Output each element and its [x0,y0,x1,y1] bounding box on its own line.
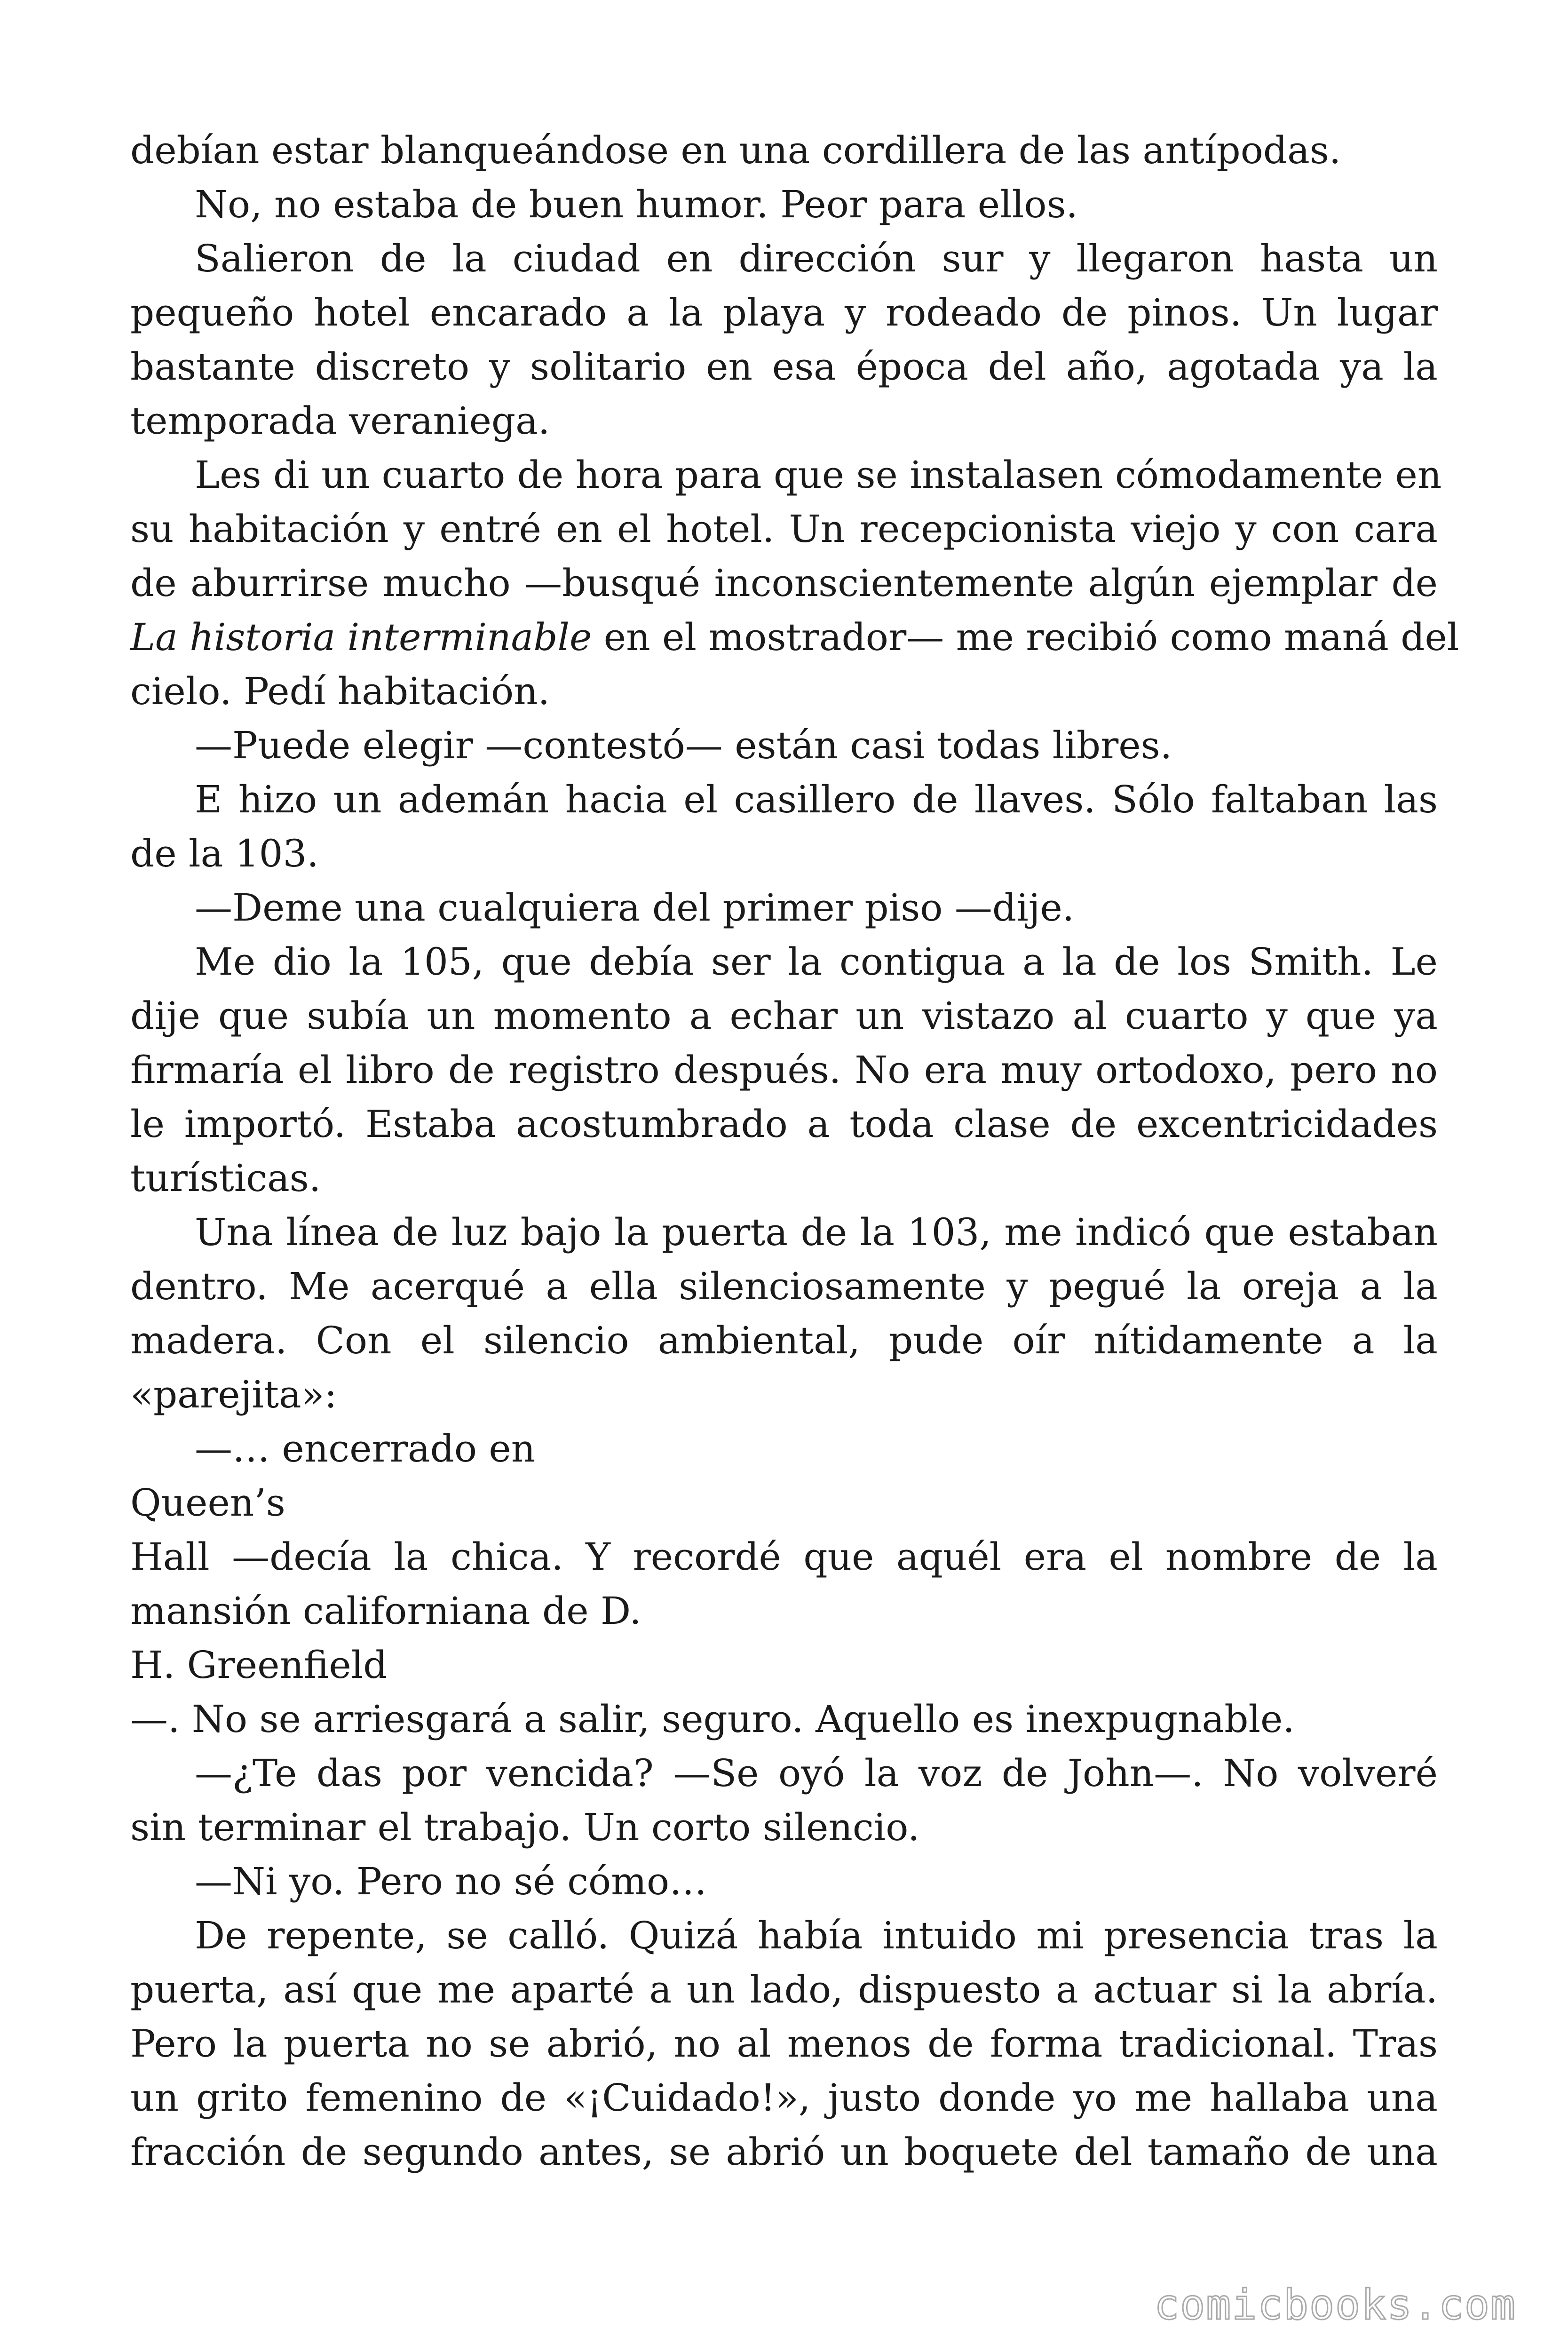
text-line [130,1530,1438,1584]
text-line [130,231,1438,286]
text-line [130,1746,1438,1800]
text-line [130,772,1438,826]
text-line [130,1043,1438,1097]
line-text: Queen’s [130,1481,285,1525]
text-line [130,664,1438,718]
text-line [130,502,1438,556]
text-line [130,340,1438,394]
line-text: dentro. Me acerqué a ella silenciosamente y pegué la oreja a la [130,1264,1438,1308]
line-text: su habitación y entré en el hotel. Un recepcionista viejo y con cara [130,507,1438,551]
text-line [130,881,1438,935]
line-text: Una línea de luz bajo la puerta de la 103, me indicó que estaban [195,1210,1438,1254]
text-line [130,2125,1438,2179]
text-line [130,989,1438,1043]
text-line [130,286,1438,340]
text-line [130,177,1438,231]
text-line [130,1584,1438,1638]
text-line [130,1854,1438,1908]
line-text: de la 103. [130,832,319,875]
text-line [130,1097,1438,1151]
line-text: E hizo un ademán hacia el casillero de llaves. Sólo faltaban las [195,778,1438,821]
line-text: fracción de segundo antes, se abrió un boquete del tamaño de una [130,2130,1438,2174]
line-text: turísticas. [130,1156,321,1200]
text-line [130,1476,1438,1530]
line-text: Salieron de la ciudad en dirección sur y llegaron hasta un [195,237,1438,280]
text-line [130,1151,1438,1205]
line-text: bastante discreto y solitario en esa época del año, agotada ya la [130,345,1438,389]
line-text: H. Greenfield [130,1643,388,1687]
line-text: temporada veraniega. [130,399,550,443]
book-title-italic: La historia interminable [130,615,592,659]
watermark-logo: comicbooks.com [1154,2280,1516,2329]
text-line [130,1692,1438,1746]
line-text: —… encerrado en [195,1427,536,1470]
text-line [130,1205,1438,1259]
text-line [130,1800,1438,1854]
text-line [130,1422,1438,1476]
line-text: debían estar blanqueándose en una cordillera de las antípodas. [130,128,1341,172]
line-text: —¿Te das por vencida? —Se oyó la voz de John—. No volveré [195,1751,1438,1795]
line-text: mansión californiana de D. [130,1589,641,1633]
line-text: «parejita»: [130,1373,337,1416]
line-text: firmaría el libro de registro después. No era muy ortodoxo, pero no [130,1048,1438,1092]
text-line [130,394,1438,448]
line-text: —Ni yo. Pero no sé cómo… [195,1859,707,1903]
line-text: —. No se arriesgará a salir, seguro. Aquello es inexpugnable. [130,1697,1295,1741]
line-text: Les di un cuarto de hora para que se instalasen cómodamente en [195,453,1442,497]
line-text: pequeño hotel encarado a la playa y rodeado de pinos. Un lugar [130,291,1438,334]
line-text: Hall —decía la chica. Y recordé que aquél era el nombre de la [130,1535,1438,1579]
line-text: de aburrirse mucho —busqué inconscientemente algún ejemplar de [130,561,1438,605]
text-line [130,1313,1438,1367]
line-text: Me dio la 105, que debía ser la contigua a la de los Smith. Le [195,940,1438,984]
text-line [130,448,1442,502]
text-line [130,556,1438,610]
text-line [130,2071,1438,2125]
body-text [130,123,1459,2179]
line-text: —Deme una cualquiera del primer piso —dije. [195,886,1075,930]
line-text: cielo. Pedí habitación. [130,669,550,713]
text-line [130,935,1438,989]
line-text: sin terminar el trabajo. Un corto silencio. [130,1805,920,1849]
text-line [130,718,1438,772]
line-text: le importó. Estaba acostumbrado a toda clase de excentricidades [130,1102,1438,1146]
line-text: un grito femenino de «¡Cuidado!», justo donde yo me hallaba una [130,2076,1438,2120]
line-text: De repente, se calló. Quizá había intuido mi presencia tras la [195,1914,1438,1957]
line-text: No, no estaba de buen humor. Peor para ellos. [195,183,1078,226]
line-text: —Puede elegir —contestó— están casi todas libres. [195,723,1172,767]
text-line [130,2017,1438,2071]
text-line [130,610,1459,664]
line-text: dije que subía un momento a echar un vistazo al cuarto y que ya [130,994,1438,1038]
text-line [130,123,1438,177]
text-line [130,826,1438,881]
line-text: puerta, así que me aparté a un lado, dispuesto a actuar si la abría. [130,1968,1438,2011]
line-text: en el mostrador— me recibió como maná del [592,615,1459,659]
text-line [130,1367,1438,1422]
text-line [130,1638,1438,1692]
text-line [130,1259,1438,1313]
line-text: Pero la puerta no se abrió, no al menos de forma tradicional. Tras [130,2022,1438,2066]
text-line [130,1963,1438,2017]
line-text: madera. Con el silencio ambiental, pude oír nítidamente a la [130,1319,1438,1362]
text-line [130,1908,1438,1963]
